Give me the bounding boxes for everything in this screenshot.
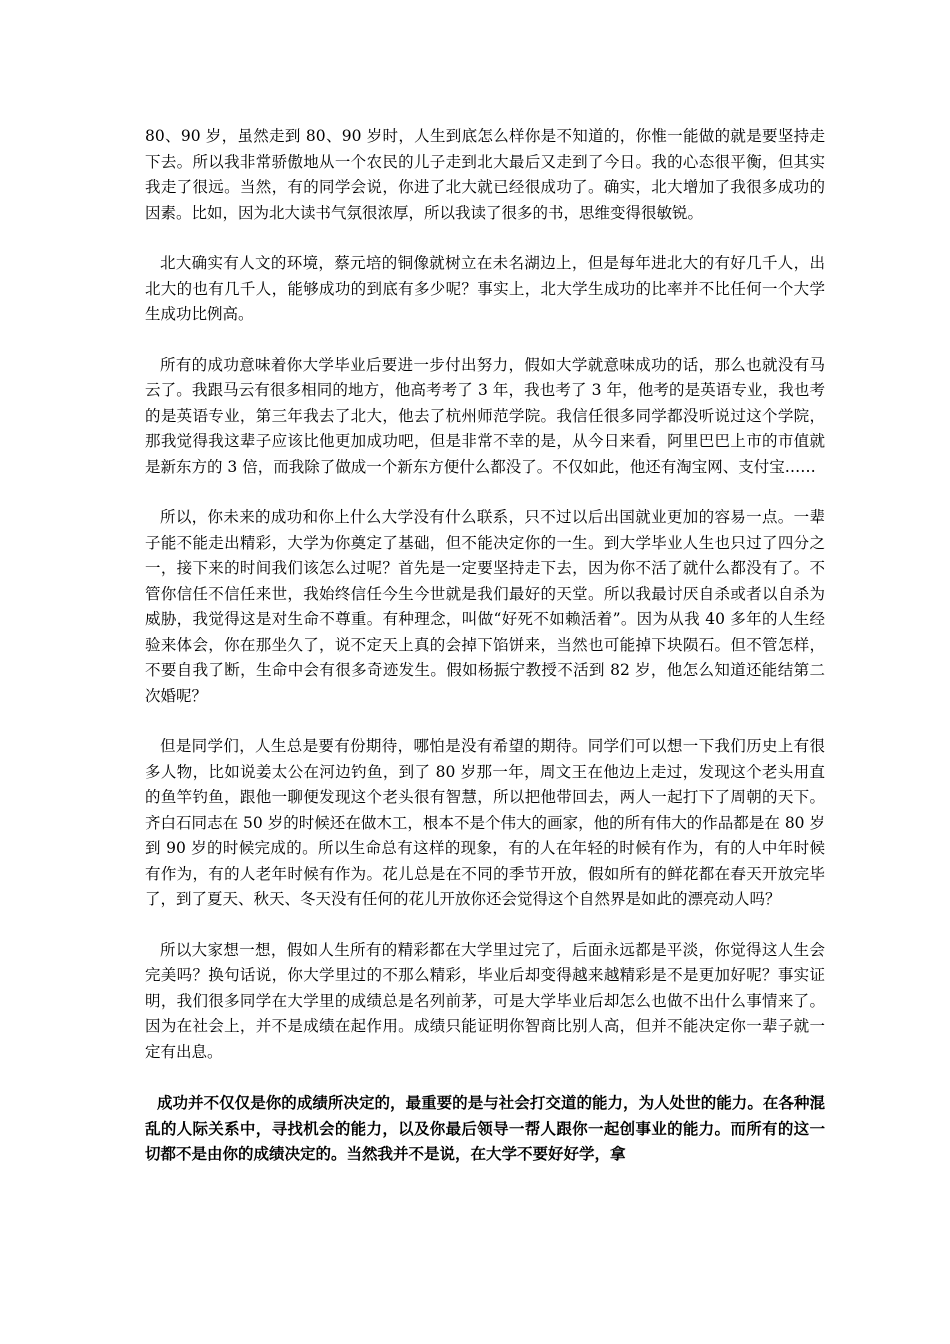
paragraph: 所以大家想一想，假如人生所有的精彩都在大学里过完了，后面永远都是平淡，你觉得这人生会完美吗？换句话说，你大学里过的不那么精彩，毕业后却变得越来越精彩是不是更加好呢？事实证明，我们很多同学在大学里的成绩总是名列前茅，可是大学毕业后却怎么也做不出什么事情来了。因为在社会上，并不是成绩在起作用。成绩只能证明你智商比别人高，但并不能决定你一辈子就一定有出息。 [145,940,825,1061]
paragraph: 但是同学们，人生总是要有份期待，哪怕是没有希望的期待。同学们可以想一下我们历史上有很多人物，比如说姜太公在河边钓鱼，到了 80 岁那一年，周文王在他边上走过，发现这个老头用直的鱼竿钓鱼，跟他一聊便发现这个老头很有智慧，所以把他带回去，两人一起打下了周朝的天下。齐白石同志在 50 岁的时候还在做木工，根本不是个伟大的画家，他的所有伟大的作品都是在 80 岁到 90 岁的时候完成的。所以生命总有这样的现象，有的人在年轻的时候有作为，有的人中年时候有作为，有的人老年时候有作为。花儿总是在不同的季节开放，假如所有的鲜花都在春天开放完毕了，到了夏天、秋天、冬天没有任何的花儿开放你还会觉得这个自然界是如此的漂亮动人吗？ [145,737,825,908]
paragraph: 所以，你未来的成功和你上什么大学没有什么联系，只不过以后出国就业更加的容易一点。一辈子能不能走出精彩，大学为你奠定了基础，但不能决定你的一生。到大学毕业人生也只过了四分之一，接下来的时间我们该怎么过呢？首先是一定要坚持走下去，因为你不活了就什么都没有了。不管你信任不信任来世，我始终信任今生今世就是我们最好的天堂。所以我最讨厌自杀或者以自杀为威胁，我觉得这是对生命不尊重。有种理念，叫做“好死不如赖活着”。因为从我 40 多年的人生经验来体会，你在那坐久了，说不定天上真的会掉下馅饼来，当然也可能掉下块陨石。但不管怎样，不要自我了断，生命中会有很多奇迹发生。假如杨振宁教授不活到 82 岁，他怎么知道还能结第二次婚呢？ [145,508,825,705]
paragraph: 所有的成功意味着你大学毕业后要进一步付出努力，假如大学就意味成功的话，那么也就没有马云了。我跟马云有很多相同的地方，他高考考了 3 年，我也考了 3 年，他考的是英语专业，我也考的是英语专业，第三年我去了北大，他去了杭州师范学院。我信任很多同学都没听说过这个学院，那我觉得我这辈子应该比他更加成功吧，但是非常不幸的是，从今日来看，阿里巴巴上市的市值就是新东方的 3 倍，而我除了做成一个新东方便什么都没了。不仅如此，他还有淘宝网、支付宝…… [145,355,825,476]
paragraph: 北大确实有人文的环境，蔡元培的铜像就树立在未名湖边上，但是每年进北大的有好几千人，出北大的也有几千人，能够成功的到底有多少呢？事实上，北大学生成功的比率并不比任何一个大学生成功比例高。 [145,254,825,323]
paragraph-emphasis: 成功并不仅仅是你的成绩所决定的，最重要的是与社会打交道的能力，为人处世的能力。在各种混乱的人际关系中，寻找机会的能力，以及你最后领导一帮人跟你一起创事业的能力。而所有的这一切都不是由你的成绩决定的。当然我并不是说，在大学不要好好学，拿 [145,1093,825,1163]
paragraph: 80、90 岁，虽然走到 80、90 岁时，人生到底怎么样你是不知道的，你惟一能做的就是要坚持走下去。所以我非常骄傲地从一个农民的儿子走到北大最后又走到了今日。我的心态很平衡，但其实我走了很远。当然，有的同学会说，你进了北大就已经很成功了。确实，北大增加了我很多成功的因素。比如，因为北大读书气氛很浓厚，所以我读了很多的书，思维变得很敏锐。 [145,127,825,222]
document-page [145,124,825,1167]
